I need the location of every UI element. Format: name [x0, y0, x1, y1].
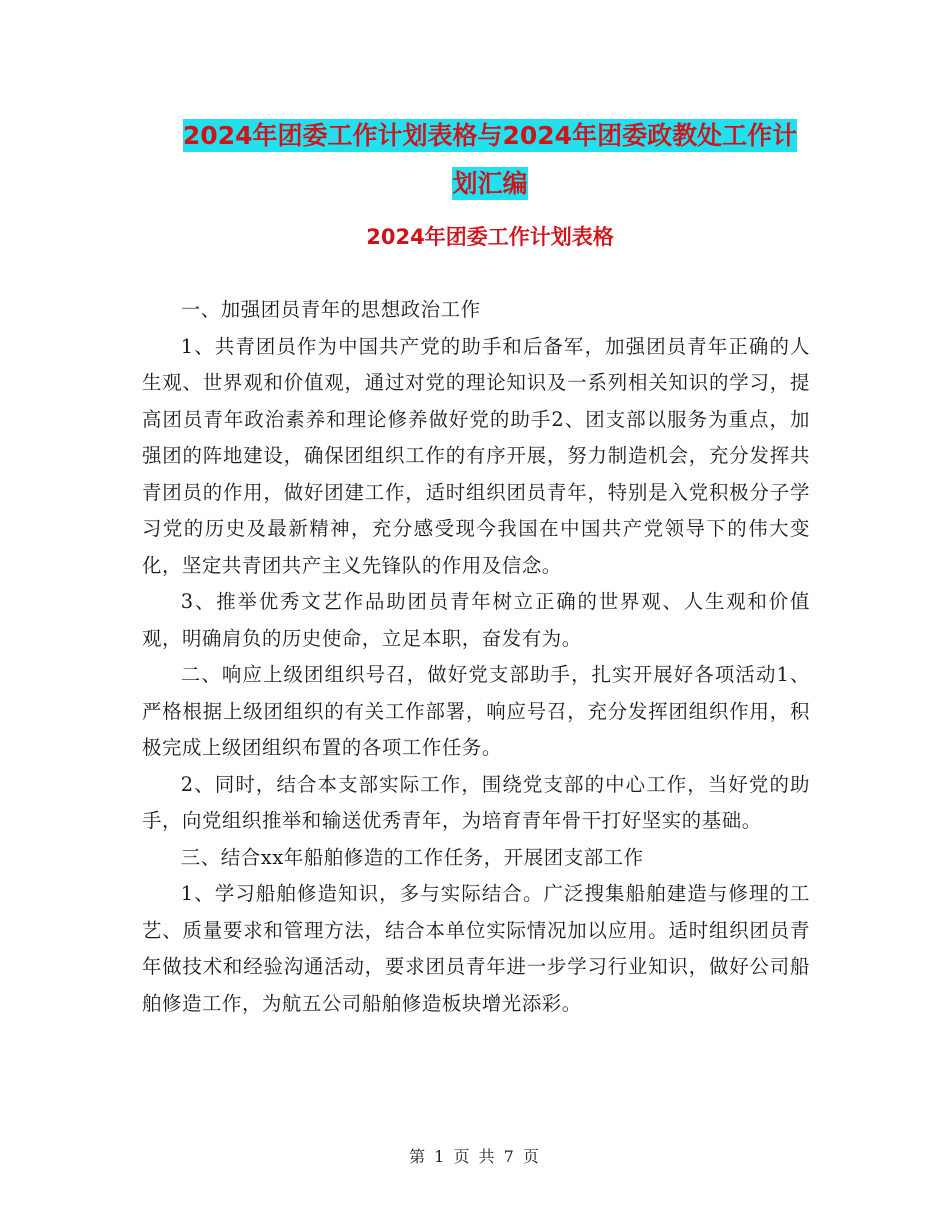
paragraph: 2、同时，结合本支部实际工作，围绕党支部的中心工作，当好党的助手，向党组织推举和输送优秀青年，为培育青年骨干打好坚实的基础。: [142, 772, 810, 832]
document-body: [142, 292, 810, 1022]
paragraph: 3、推举优秀文艺作品助团员青年树立正确的世界观、人生观和价值观，明确肩负的历史使命，立足本职，奋发有为。: [142, 590, 810, 650]
document-title-line-1: 2024年团委工作计划表格与2024年团委政教处工作计: [182, 121, 798, 150]
paragraph: 1、共青团员作为中国共产党的助手和后备军，加强团员青年正确的人生观、世界观和价值观，通过对党的理论知识及一系列相关知识的学习，提高团员青年政治素养和理论修养做好党的助手2、团支部以服务为重点，加强团的阵地建设，确保团组织工作的有序开展，努力制造机会，充分发挥共青团员的作用，做好团建工作，适时组织团员青年，特别是入党积极分子学习党的历史及最新精神，充分感受现今我国在中国共产党领导下的伟大变化，坚定共青团共产主义先锋队的作用及信念。: [142, 334, 810, 577]
paragraph: 二、响应上级团组织号召，做好党支部助手，扎实开展好各项活动1、严格根据上级团组织的有关工作部署，响应号召，充分发挥团组织作用，积极完成上级团组织布置的各项工作任务。: [142, 663, 810, 759]
document-title-line-2: 划汇编: [452, 169, 528, 198]
paragraph: 一、加强团员青年的思想政治工作: [180, 298, 481, 321]
section-title: 2024年团委工作计划表格: [366, 225, 614, 249]
document-title: [140, 112, 840, 208]
paragraph: 1、学习船舶修造知识，多与实际结合。广泛搜集船舶建造与修理的工艺、质量要求和管理方法，结合本单位实际情况加以应用。适时组织团员青年做技术和经验沟通活动，要求团员青年进一步学习行业知识，做好公司船舶修造工作，为航五公司船舶修造板块增光添彩。: [142, 882, 810, 1015]
page-footer: 第 1 页 共 7 页: [409, 1147, 541, 1166]
paragraph: 三、结合xx年船舶修造的工作任务，开展团支部工作: [180, 845, 644, 869]
